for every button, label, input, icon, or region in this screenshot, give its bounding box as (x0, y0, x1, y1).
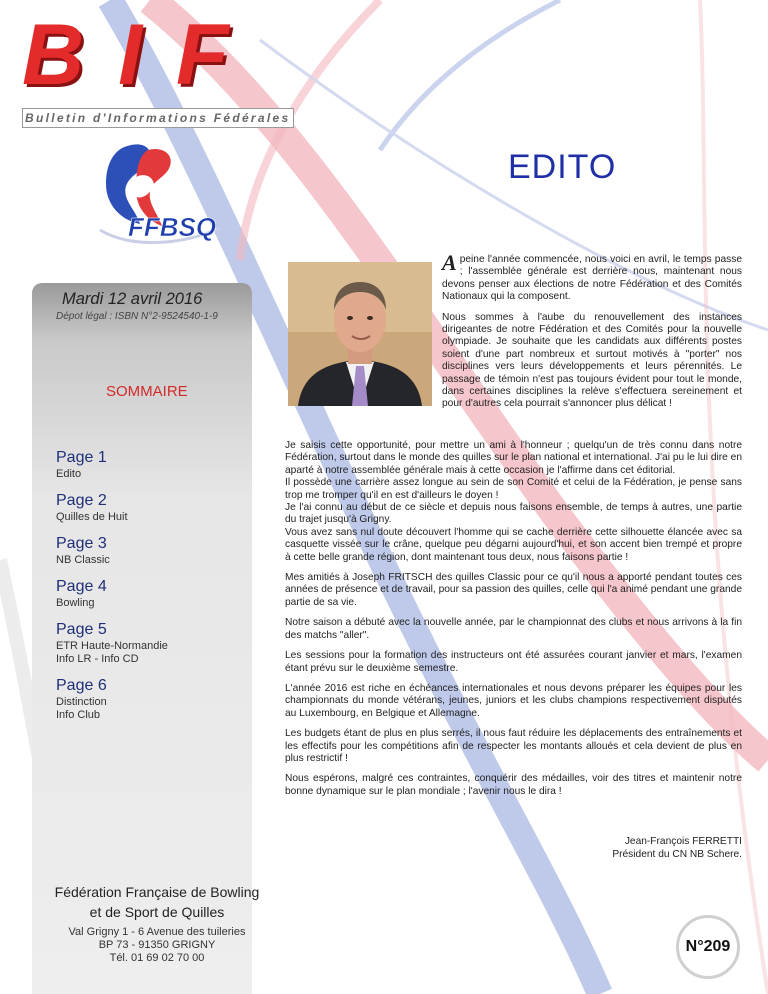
sommaire-title: SOMMAIRE (106, 383, 188, 400)
paragraph: Je saisis cette opportunité, pour mettre un ami à l'honneur ; quelqu'un de très connu dans notre Fédération, surtout dans le monde des quilles sur le plan national et international. J'ai pu le lui dire en aparté à notre assemblée générale mais à cette occasion je l'affirme dans cet éditorial. (285, 440, 742, 476)
toc-page: Page 2 (56, 492, 107, 509)
edito-intro (442, 250, 742, 419)
edito-title: EDITO (508, 148, 617, 186)
toc-topic: Info LR - Info CD (56, 653, 139, 665)
toc-item[interactable] (56, 491, 246, 531)
toc-page: Page 5 (56, 621, 107, 638)
signature-name: Jean-François FERRETTI (624, 836, 742, 847)
toc-topic: ETR Haute-Normandie (56, 640, 168, 652)
paragraph: Nous espérons, malgré ces contraintes, conquérir des médailles, voir des titres et maintenir notre bonne dynamique sur le plan mondiale ; l'avenir nous le dira ! (285, 773, 742, 797)
toc-page: Page 6 (56, 677, 107, 694)
paragraph: L'année 2016 est riche en échéances internationales et nous devons préparer les équipes pour les championnats du monde vétérans, jeunes, juniors et les clubs champions respectivement disputés au Luxembourg, en Belgique et Allemagne. (285, 682, 742, 719)
toc-item[interactable] (56, 448, 246, 488)
phone-number: Tél. 01 69 02 70 00 (109, 952, 205, 964)
masthead (22, 7, 291, 125)
issue-date: Mardi 12 avril 2016 (62, 290, 203, 308)
signature-role: Président du CN NB Schere. (612, 849, 742, 860)
masthead-title: BIF (22, 7, 263, 103)
paragraph: Nous sommes à l'aube du renouvellement des instances dirigeantes de notre Fédération et des Comités pour la nouvelle olympiade. Je souhaite que les candidats aux différents postes soient d'une part nombreux et surtout motivés à "porter" nos disciplines vers leurs développements et leurs pérennités. Le passage de témoin n'est pas toujours évident pour tout le monde, dans certaines disciplines la relève s'effectuera sereinement et pour d'autres cela pourrait s'annoncer plus délicat ! (442, 311, 742, 410)
paragraph: Vous avez sans nul doute découvert l'homme qui se cache derrière cette silhouette élancée avec sa casquette vissée sur le crâne, quelque peu dégarni aujourd'hui, et son accent bien trempé et propre à cette belle grande région, dont maintenant tous deux, nous faisons partie ! (285, 526, 742, 563)
legal-deposit: Dépot légal : ISBN N°2-9524540-1-9 (56, 311, 218, 322)
address-line-2: BP 73 - 91350 GRIGNY (98, 939, 216, 951)
paragraph: Les sessions pour la formation des instructeurs ont été assurées courant janvier et mars, l'examen étant prévu sur le deuxième semestre. (285, 650, 742, 674)
issue-number-badge: N°209 (676, 915, 740, 979)
paragraph: Il possède une carrière assez longue au sein de son Comité et celui de la Fédération, je pense sans trop me tromper qu'il en est d'ailleurs le doyen ! (285, 477, 742, 501)
toc-item[interactable] (56, 577, 246, 617)
toc-item[interactable] (56, 534, 246, 574)
federation-line-1: Fédération Française de Bowling (54, 884, 260, 900)
federation-line-2: et de Sport de Quilles (89, 904, 225, 920)
toc-topic: NB Classic (56, 554, 110, 566)
edito-body (285, 440, 742, 806)
toc-topic: Info Club (56, 709, 101, 721)
toc-topic: Distinction (56, 696, 107, 708)
toc-topic: Bowling (56, 597, 95, 609)
drop-cap: A (442, 250, 457, 275)
toc-page: Page 1 (56, 449, 107, 466)
toc-page: Page 4 (56, 578, 107, 595)
toc-item[interactable] (56, 676, 246, 729)
ffbsq-logo (70, 140, 240, 260)
logo-text: FFBSQ (128, 212, 217, 242)
federation-name (34, 882, 280, 922)
signature (560, 835, 742, 861)
paragraph: Les budgets étant de plus en plus serrés, il nous faut réduire les déplacements des entraînements et les effectifs pour les compétitions afin de respecter les montants alloués et cela devient de plus en plus restrictif ! (285, 728, 742, 764)
address-line-1: Val Grigny 1 - 6 Avenue des tuileries (68, 926, 246, 938)
paragraph: Notre saison a débuté avec la nouvelle année, par le championnat des clubs et nous arrivons à la fin des matchs "aller". (285, 617, 742, 641)
author-photo (288, 262, 432, 406)
paragraph: Mes amitiés à Joseph FRITSCH des quilles Classic pour ce qu'il nous a apporté pendant toutes ces années de présence et de travail, pour sa passion des quilles, celle qui l'a animé pendant une grande partie de sa vie. (285, 572, 742, 608)
toc-page: Page 3 (56, 535, 107, 552)
federation-address (34, 926, 280, 965)
paragraph: Je l'ai connu au début de ce siècle et depuis nous faisons ensemble, de temps à autres, une partie du trajet jusqu'à Grigny. (285, 502, 742, 526)
toc-topic: Edito (56, 468, 82, 480)
masthead-subtitle: Bulletin d'Informations Fédérales (22, 108, 294, 128)
toc-item[interactable] (56, 620, 246, 673)
table-of-contents (56, 448, 246, 732)
paragraph: peine l'année commencée, nous voici en avril, le temps passe ; l'assemblée générale est derrière nous, maintenant nous devons penser aux élections de notre Fédération et des Comités Nationaux qui la composent. (442, 254, 742, 303)
toc-topic: Quilles de Huit (56, 511, 128, 523)
